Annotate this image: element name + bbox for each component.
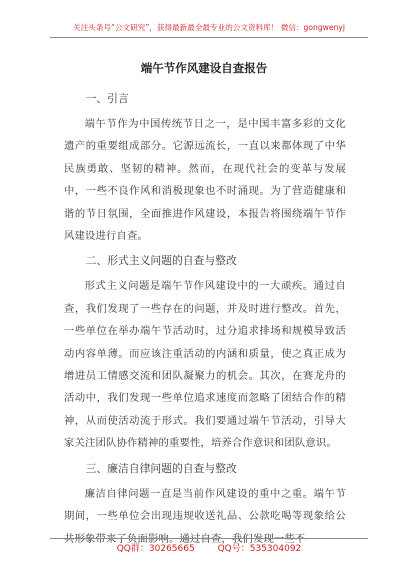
section-heading-intro: 一、引言 xyxy=(85,92,129,105)
page-header xyxy=(50,22,368,38)
document-title: 端午节作风建设自查报告 xyxy=(140,61,268,75)
section-heading-integrity: 三、廉洁自律问题的自查与整改 xyxy=(85,461,237,475)
document-body xyxy=(64,88,346,556)
section-paragraph-formalism: 形式主义问题是端午节作风建设中的一大顽疾。通过自查，我们发现了一些存在的问题，并及时进行整改。首先，一些单位在举办端午节活动时，过分追求排场和规模导致活动内容单薄。而应该注重活动的内涵和质量，使之真正成为增进员工情感交流和团队凝聚力的机会。其次，在赛龙舟的活动中，我们发现一些单位追求速度而忽略了团结合作的精神，从而使活动流于形式。我们要通过端午节活动，引导大家关注团队协作精神的重要性，培养合作意识和团队意识。 xyxy=(64,280,346,450)
footer-qq-group: QQ群：30265665 xyxy=(116,544,195,554)
footer-qq-number: QQ号：535304092 xyxy=(217,544,302,554)
header-promo-text: 关注头条号“公文研究”，获得最新最全最专业的公文资料库！ 微信：gongwenyj xyxy=(73,23,345,32)
page-footer xyxy=(50,538,368,554)
section-paragraph-integrity: 廉洁自律问题一直是当前作风建设的重中之重。端午节期间，一些单位会出现违规收送礼品、公款吃喝等现象给公共形象带来了负面影响。通过自查，我们发现一些不 xyxy=(64,487,346,545)
section-paragraph-intro: 端午节作为中国传统节日之一，是中国丰富多彩的文化遗产的重要组成部分。它源远流长，一直以来都体现了中华民族勇敢、坚韧的精神。然而，在现代社会的变革与发展中，一些不良作风和消极现象也不时涌现。为了营造健康和谐的节日氛围，全面推进作风建设，本报告将围绕端午节作风建设进行自查。 xyxy=(64,118,346,243)
section-heading-formalism: 二、形式主义问题的自查与整改 xyxy=(85,254,237,268)
